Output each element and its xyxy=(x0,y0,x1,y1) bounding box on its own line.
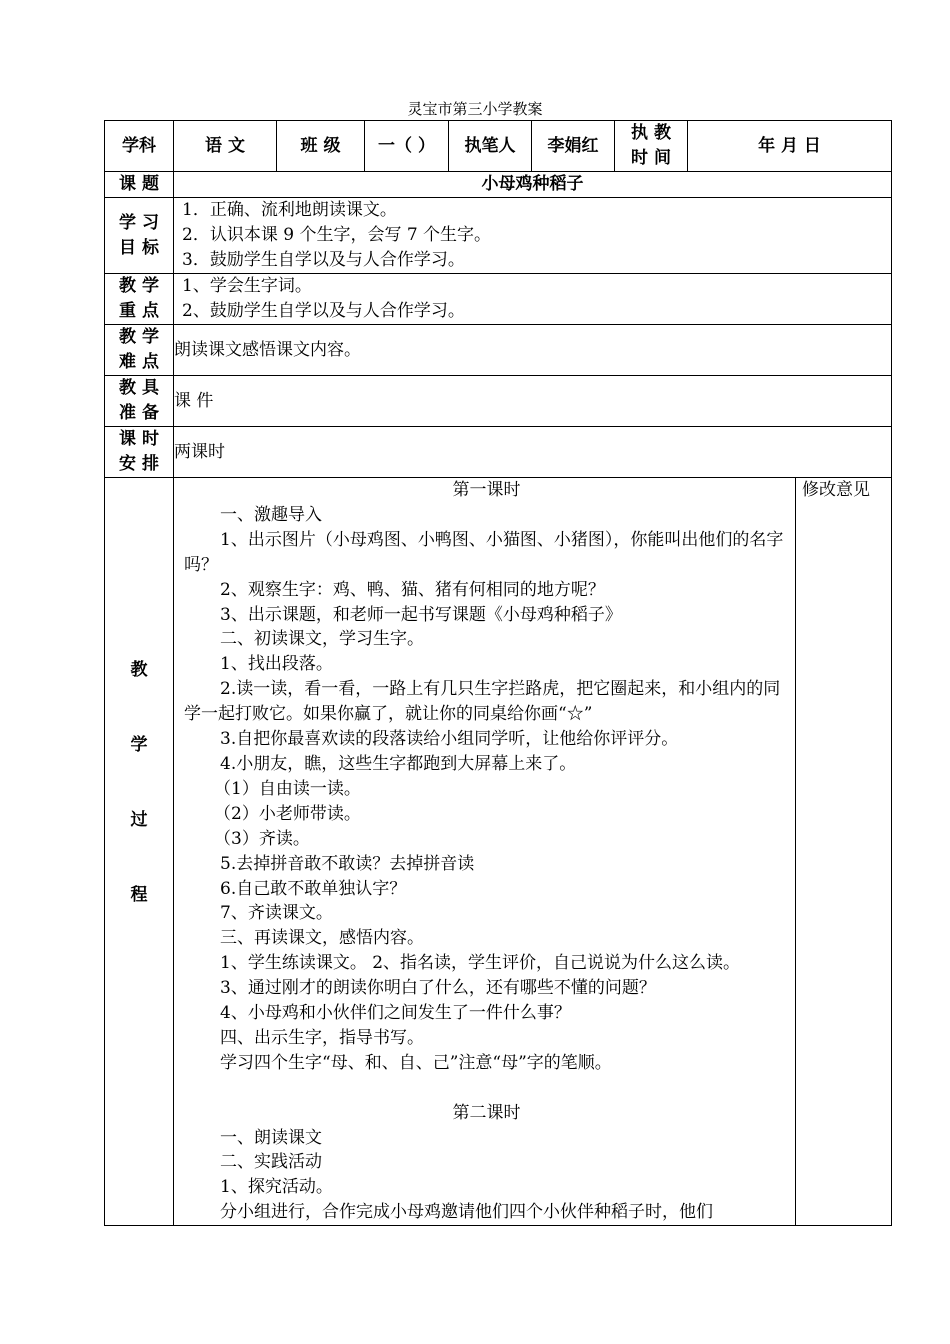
subject-value: 语 文 xyxy=(174,121,277,172)
goals-label: 学 习 目 标 xyxy=(105,198,174,274)
key-points-label: 教 学 重 点 xyxy=(105,274,174,325)
process-row xyxy=(105,478,892,1226)
header-row xyxy=(105,121,892,172)
schedule-label: 课 时 安 排 xyxy=(105,427,174,478)
lesson-plan-table xyxy=(104,120,892,1226)
topic-value: 小母鸡种稻子 xyxy=(174,172,892,198)
lesson1-title: 第一课时 xyxy=(452,480,521,500)
process-line: （3）齐读。 xyxy=(214,828,310,849)
key-point-item: 2、鼓励学生自学以及与人合作学习。 xyxy=(182,301,465,321)
goals-row xyxy=(105,198,892,274)
key-points-row xyxy=(105,274,892,325)
process-line: 4.小朋友，瞧，这些生字都跑到大屏幕上来了。 xyxy=(220,753,577,774)
process-line: 3、通过刚才的朗读你明白了什么，还有哪些不懂的问题？ xyxy=(220,978,656,999)
process-line: 6.自己敢不敢单独认字？ xyxy=(220,878,407,899)
process-line: 1、出示图片（小母鸡图、小鸭图、小猫图、小猪图），你能叫出他们的名字吗？ xyxy=(184,529,784,575)
document-title: 灵宝市第三小学教案 xyxy=(407,100,543,118)
author-label: 执笔人 xyxy=(449,121,532,172)
process-line: 7、齐读课文。 xyxy=(220,903,333,924)
topic-row xyxy=(105,172,892,198)
process-line: 三、再读课文，感悟内容。 xyxy=(220,928,424,949)
process-line: 1、学生练读课文。 2、指名读，学生评价，自己说说为什么这么读。 xyxy=(220,953,741,974)
process-line: 3.自把你最喜欢读的段落读给小组同学听，让他给你评评分。 xyxy=(220,729,679,750)
lesson2-title: 第二课时 xyxy=(452,1102,521,1123)
key-points-content xyxy=(174,274,892,325)
teaching-date-value: 年 月 日 xyxy=(688,121,892,172)
class-label: 班 级 xyxy=(277,121,365,172)
subject-label: 学科 xyxy=(105,121,174,172)
process-line: 1、探究活动。 xyxy=(220,1177,333,1198)
author-value: 李娟红 xyxy=(532,121,615,172)
remarks-column xyxy=(796,478,892,1226)
schedule-row xyxy=(105,427,892,478)
goals-content xyxy=(174,198,892,274)
goal-item: 2．认识本课 9 个生字，会写 7 个生字。 xyxy=(182,225,492,245)
process-line: 5.去掉拼音敢不敢读？去掉拼音读 xyxy=(220,853,475,874)
process-label: 教 学 过 程 xyxy=(105,478,174,1226)
topic-label: 课 题 xyxy=(105,172,174,198)
remarks-label: 修改意见 xyxy=(802,480,870,500)
materials-value: 课 件 xyxy=(174,376,892,427)
process-content xyxy=(174,478,796,1226)
goal-item: 3．鼓励学生自学以及与人合作学习。 xyxy=(182,250,465,270)
process-line: 2、观察生字：鸡、鸭、猫、猪有何相同的地方呢？ xyxy=(220,579,605,600)
process-line: 四、出示生字，指导书写。 xyxy=(220,1027,424,1048)
schedule-value: 两课时 xyxy=(174,427,892,478)
key-point-item: 1、学会生字词。 xyxy=(182,276,312,296)
process-line: 分小组进行，合作完成小母鸡邀请他们四个小伙伴种稻子时，他们 xyxy=(220,1202,713,1223)
process-line: 2.读一读，看一看，一路上有几只生字拦路虎，把它圈起来，和小组内的同学一起打败它。如果你赢了，就让你的同桌给你画“☆” xyxy=(184,679,781,725)
process-line: 学习四个生字“母、和、自、己”注意“母”字的笔顺。 xyxy=(220,1052,612,1073)
process-line: 二、实践活动 xyxy=(220,1152,322,1173)
difficulties-row xyxy=(105,325,892,376)
process-line: （1）自由读一读。 xyxy=(214,778,361,799)
difficulties-value: 朗读课文感悟课文内容。 xyxy=(174,325,892,376)
materials-row xyxy=(105,376,892,427)
materials-label: 教 具 准 备 xyxy=(105,376,174,427)
process-line: 二、初读课文，学习生字。 xyxy=(220,629,424,650)
process-line: 一、朗读课文 xyxy=(220,1127,322,1148)
process-line: （2）小老师带读。 xyxy=(214,803,361,824)
process-line: 4、小母鸡和小伙伴们之间发生了一件什么事？ xyxy=(220,1003,571,1024)
class-value: 一（ ） xyxy=(365,121,449,172)
process-line: 一、激趣导入 xyxy=(220,504,322,525)
process-line: 3、出示课题，和老师一起书写课题《小母鸡种稻子》 xyxy=(220,604,622,625)
goal-item: 1．正确、流利地朗读课文。 xyxy=(182,200,397,220)
teaching-time-label: 执 教 时 间 xyxy=(615,121,688,172)
process-line: 1、找出段落。 xyxy=(220,654,333,675)
difficulties-label: 教 学 难 点 xyxy=(105,325,174,376)
